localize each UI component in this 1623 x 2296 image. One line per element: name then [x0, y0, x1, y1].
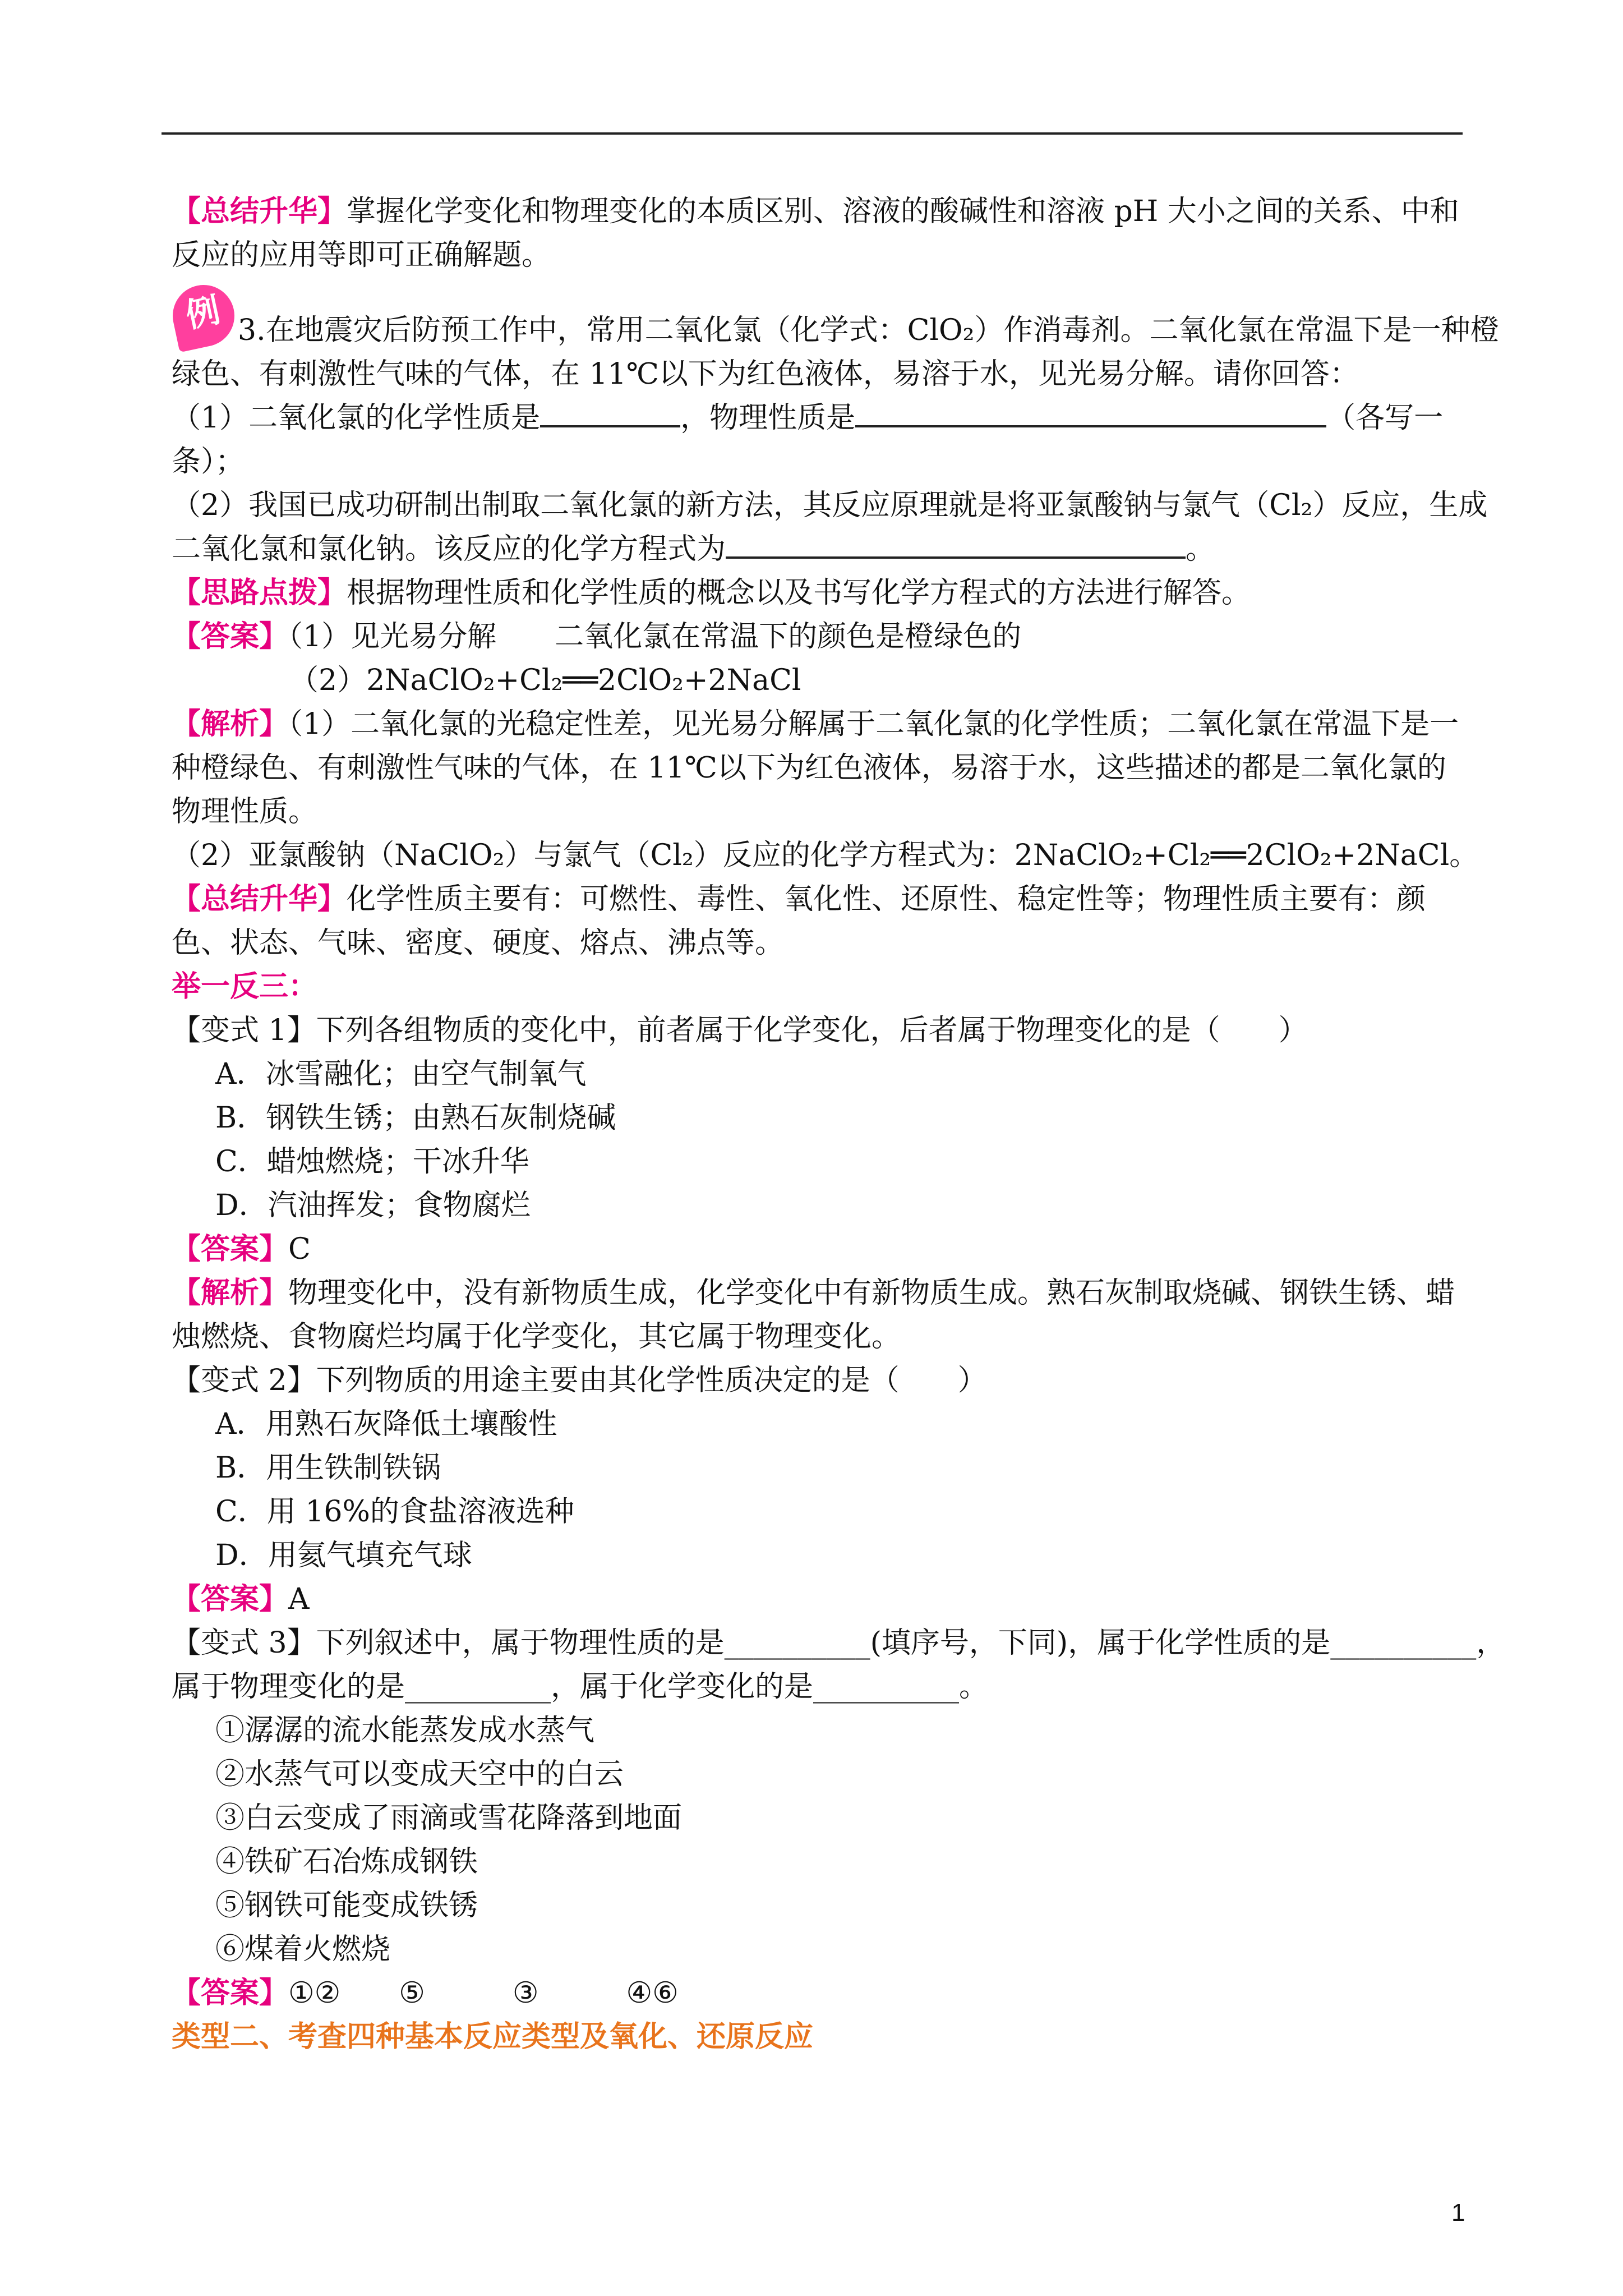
header-rule [162, 132, 1463, 135]
variant1-question: 【变式 1】下列各组物质的变化中，前者属于化学变化，后者属于物理变化的是（ ） [172, 1014, 1308, 1047]
variant2-option: D．用氦气填充气球 [215, 1539, 472, 1572]
hint-text: 根据物理性质和化学性质的概念以及书写化学方程式的方法进行解答。 [347, 576, 1251, 610]
variant3-item: ⑥煤着火燃烧 [215, 1932, 391, 1966]
variant1-option: C．蜡烛燃烧；干冰升华 [215, 1145, 529, 1179]
question-2-line2 [172, 527, 1459, 571]
analysis-tag: 【解析】 [172, 707, 289, 741]
analysis-text-1: （1）二氧化氯的光稳定性差，见光易分解属于二氧化氯的化学性质；二氧化氯在常温下是一种橙绿色、有刺激性气味的气体，在 11℃以下为红色液体，易溶于水，这些描述的都是二氧化氯的物理性质。 [172, 707, 1459, 829]
document-body [172, 190, 1506, 2059]
variant2-answer [172, 1577, 1459, 1621]
variant1-option: A．冰雪融化；由空气制氧气 [215, 1057, 587, 1091]
q1-text-c: （各写一 [1326, 401, 1444, 435]
answer-tag: 【答案】 [172, 619, 289, 654]
summary-tag: 【总结升华】 [172, 194, 347, 228]
question-1-cont: 条）； [172, 445, 245, 478]
variant1-analysis [172, 1271, 1459, 1359]
variant3-question-line1: 【变式 3】下列叙述中，属于物理性质的是__________(填序号，下同)，属于化学性质的是__________， [172, 1626, 1506, 1660]
answer-blank [855, 403, 1326, 427]
variant3-item: ①潺潺的流水能蒸发成水蒸气 [215, 1714, 595, 1747]
answer-tag: 【答案】 [172, 1582, 289, 1616]
summary2-text: 化学性质主要有：可燃性、毒性、氧化性、还原性、稳定性等；物理性质主要有：颜色、状态、气味、密度、硬度、熔点、沸点等。 [172, 882, 1426, 960]
variant1-analysis-text: 物理变化中，没有新物质生成，化学变化中有新物质生成。熟石灰制取烧碱、钢铁生锈、蜡烛燃烧、食物腐烂均属于化学变化，其它属于物理变化。 [172, 1276, 1455, 1354]
variant3-item: ⑤钢铁可能变成铁锈 [215, 1889, 478, 1922]
q1-text-a: （1）二氧化氯的化学性质是 [172, 401, 541, 435]
answer-text-1: （1）见光易分解 二氧化氯在常温下的颜色是橙绿色的 [288, 620, 1022, 654]
q2-end: 。 [1186, 532, 1215, 566]
variant1-option: D．汽油挥发；食物腐烂 [215, 1189, 531, 1222]
question-1 [172, 396, 1459, 440]
variant3-item: ②水蒸气可以变成天空中的白云 [215, 1757, 624, 1791]
variant3-answer-value: ①② ⑤ ③ ④⑥ [288, 1976, 679, 2010]
variant3-item: ③白云变成了雨滴或雪花降落到地面 [215, 1801, 683, 1835]
variant1-option: B．钢铁生锈；由熟石灰制烧碱 [215, 1101, 616, 1135]
q1-text-b: ，物理性质是 [680, 401, 856, 435]
variant2-option: B．用生铁制铁锅 [215, 1451, 441, 1485]
variant1-answer [172, 1227, 1459, 1271]
example-badge-icon: 例 [167, 279, 240, 352]
q2-text: 二氧化氯和氯化钠。该反应的化学方程式为 [172, 532, 726, 566]
summary2-tag: 【总结升华】 [172, 882, 347, 916]
answer-line1 [172, 615, 1459, 659]
summary2-paragraph [172, 877, 1459, 965]
variant2-answer-value: A [288, 1582, 310, 1616]
question-2-line1: （2）我国已成功研制出制取二氧化氯的新方法，其反应原理就是将亚氯酸钠与氯气（Cl₂）反应，生成 [172, 489, 1488, 522]
example-stem-line1: 3.在地震灾后防预工作中，常用二氧化氯（化学式：ClO₂）作消毒剂。二氧化氯在常温下是一种橙 [238, 314, 1500, 347]
summary-text: 掌握化学变化和物理变化的本质区别、溶液的酸碱性和溶液 pH 大小之间的关系、中和反应的应用等即可正确解题。 [172, 195, 1459, 272]
analysis-tag: 【解析】 [172, 1276, 289, 1310]
answer-line2: （2）2NaClO₂+Cl₂══2ClO₂+2NaCl [289, 664, 801, 697]
answer-blank [726, 534, 1186, 559]
summary-paragraph [172, 190, 1459, 277]
variant2-question: 【变式 2】下列物质的用途主要由其化学性质决定的是（ ） [172, 1364, 987, 1397]
variant2-option: A．用熟石灰降低土壤酸性 [215, 1407, 557, 1441]
variant3-item: ④铁矿石冶炼成钢铁 [215, 1845, 478, 1879]
answer-tag: 【答案】 [172, 1976, 289, 2010]
example-stem-line2: 绿色、有刺激性气味的气体，在 11℃以下为红色液体，易溶于水，见光易分解。请你回答： [172, 357, 1359, 391]
variant2-option: C．用 16%的食盐溶液选种 [215, 1495, 574, 1529]
analysis-paragraph [172, 702, 1459, 834]
hint-line [172, 571, 1459, 615]
variant1-answer-value: C [288, 1232, 311, 1266]
hint-tag: 【思路点拨】 [172, 576, 347, 610]
section-heading: 类型二、考查四种基本反应类型及氧化、还原反应 [172, 2019, 814, 2054]
variant3-answer [172, 1971, 1459, 2015]
variant3-question-line2: 属于物理变化的是__________，属于化学变化的是__________。 [172, 1670, 989, 1704]
variants-heading: 举一反三： [172, 969, 318, 1004]
answer-blank [540, 403, 680, 427]
analysis-text-2: （2）亚氯酸钠（NaClO₂）与氯气（Cl₂）反应的化学方程式为：2NaClO₂+Cl₂══2ClO₂+2NaCl。 [172, 839, 1479, 872]
page-number: 1 [1451, 2199, 1465, 2226]
answer-tag: 【答案】 [172, 1232, 289, 1266]
